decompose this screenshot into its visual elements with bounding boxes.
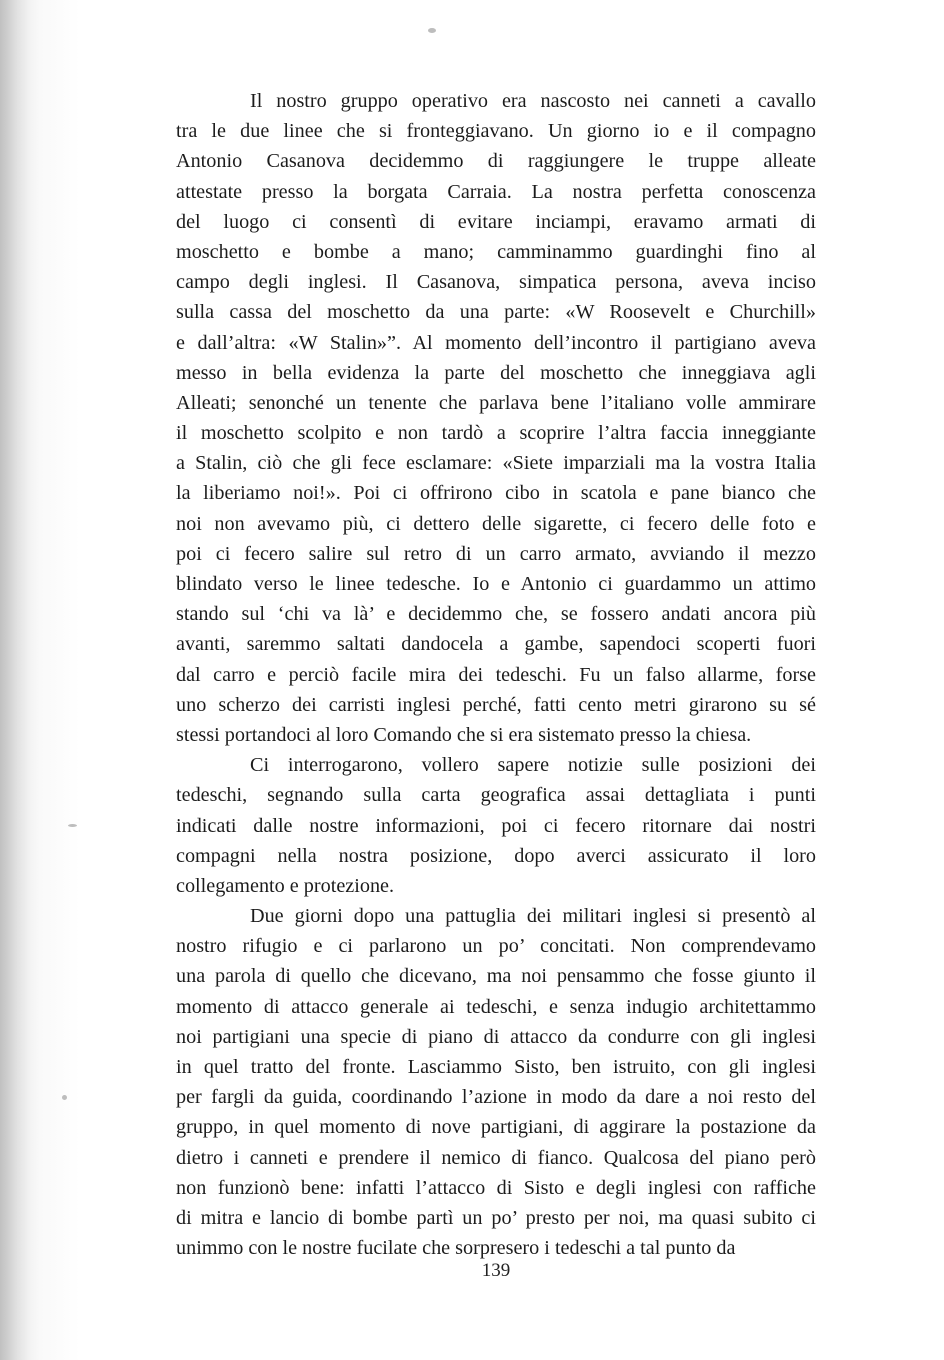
text-line: compagni nella nostra posizione, dopo averci assicurato il loro [176,844,816,867]
text-line: unimmo con le nostre fucilate che sorpresero i tedeschi a tal punto da [176,1237,736,1260]
text-line: gruppo, in quel momento di nove partigiani, di aggirare la postazione da [176,1116,816,1139]
text-line: uno scherzo dei carristi inglesi perché, fatti cento metri girarono su sé [176,693,816,716]
text-line: campo degli inglesi. Il Casanova, simpatica persona, aveva inciso [176,271,816,294]
text-line: momento di attacco generale ai tedeschi, e senza indugio architettammo [176,995,816,1018]
text-line: in quel tratto del fronte. Lasciammo Sisto, ben istruito, con gli inglesi [176,1056,816,1078]
text-line: attestate presso la borgata Carraia. La nostra perfetta conoscenza [176,180,816,203]
text-line: e dall’altra: «W Stalin»”. Al momento dell’incontro il partigiano aveva [176,331,816,354]
text-line: Due giorni dopo una pattuglia dei militari inglesi si presentò al [250,905,816,928]
text-line: moschetto e bombe a mano; camminammo guardinghi fino al [176,240,816,263]
text-line: stessi portandoci al loro Comando che si era sistemato presso la chiesa. [176,723,752,746]
text-line: del luogo ci consentì di evitare inciampi, eravamo armati di [176,210,816,233]
text-line: il moschetto scolpito e non tardò a scoprire l’altra faccia inneggiante [176,422,816,445]
text-line: noi partigiani una specie di piano di attacco da condurre con gli inglesi [176,1025,816,1048]
scan-speck [68,824,77,827]
scan-speck [62,1095,67,1100]
text-line: una parola di quello che dicevano, ma noi pensammo che fosse giunto il [176,965,816,988]
text-line: nostro rifugio e ci parlarono un po’ concitati. Non comprendevamo [176,935,816,958]
text-line: la liberiamo noi!». Poi ci offrirono cibo in scatola e pane bianco che [176,482,816,505]
text-line: collegamento e protezione. [176,874,395,897]
body-text [176,86,816,1263]
text-line: di mitra e lancio di bombe partì un po’ presto per noi, ma quasi subito ci [176,1206,816,1229]
text-line: tedeschi, segnando sulla carta geografica assai dettagliata i punti [176,784,816,807]
text-line: per fargli da guida, coordinando l’azione in modo da dare a noi resto del [176,1086,816,1109]
text-line: noi non avevamo più, ci dettero delle sigarette, ci fecero delle foto e [176,512,816,535]
text-line: Alleati; senonché un tenente che parlava bene l’italiano volle ammirare [176,391,816,414]
text-line: tra le due linee che si fronteggiavano. Un giorno io e il compagno [176,120,816,143]
paragraph [176,750,816,901]
scan-speck [428,28,436,33]
paragraph [176,86,816,750]
text-line: Il nostro gruppo operativo era nascosto nei canneti a cavallo [250,90,816,112]
text-line: dal carro e perciò facile mira dei tedeschi. Fu un falso allarme, forse [176,663,816,686]
paragraph [176,901,816,1263]
page-number: 139 [481,1260,511,1281]
text-line: indicati dalle nostre informazioni, poi ci fecero ritornare dai nostri [176,814,816,837]
text-line: stando sul ‘chi va là’ e decidemmo che, se fossero andati ancora più [176,603,816,626]
text-line: poi ci fecero salire sul retro di un carro armato, avviando il mezzo [176,542,816,565]
text-line: Antonio Casanova decidemmo di raggiungere le truppe alleate [176,150,816,173]
text-line: dietro i canneti e prendere il nemico di fianco. Qualcosa del piano però [176,1146,816,1169]
text-line: avanti, saremmo saltati dandocela a gambe, sapendoci scoperti fuori [176,633,816,656]
text-line: Ci interrogarono, vollero sapere notizie sulle posizioni dei [250,754,816,777]
text-line: a Stalin, ciò che gli fece esclamare: «Siete imparziali ma la vostra Italia [176,452,816,475]
binding-shadow [0,0,30,1360]
text-line: blindato verso le linee tedesche. Io e Antonio ci guardammo un attimo [176,573,816,595]
text-line: messo in bella evidenza la parte del moschetto che inneggiava agli [176,361,816,384]
text-line: sulla cassa del moschetto da una parte: «W Roosevelt e Churchill» [176,301,816,324]
text-line: non funzionò bene: infatti l’attacco di Sisto e degli inglesi con raffiche [176,1176,816,1199]
